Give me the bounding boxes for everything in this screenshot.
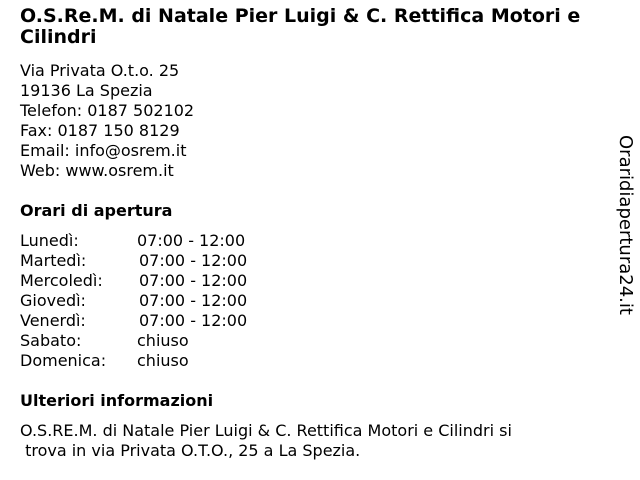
address-city: 19136 La Spezia bbox=[20, 81, 153, 100]
site-watermark-label: Oraridiapertura24.it bbox=[615, 135, 636, 315]
hours-row-wednesday bbox=[20, 271, 610, 291]
business-title: O.S.Re.M. di Natale Pier Luigi & C. Rettifica Motori e Cilindri bbox=[20, 5, 581, 48]
day-hours: 07:00 - 12:00 bbox=[139, 251, 248, 270]
day-label: Sabato: bbox=[20, 331, 82, 350]
more-info-line: O.S.RE.M. di Natale Pier Luigi & C. Rettifica Motori e Cilindri si bbox=[20, 421, 512, 440]
day-hours: 07:00 - 12:00 bbox=[139, 271, 248, 290]
day-label: Martedì: bbox=[20, 251, 87, 270]
day-hours: chiuso bbox=[137, 331, 189, 350]
day-label: Mercoledì: bbox=[20, 271, 103, 290]
phone-line: Telefon: 0187 502102 bbox=[20, 101, 195, 120]
day-label: Domenica: bbox=[20, 351, 107, 370]
day-hours: 07:00 - 12:00 bbox=[137, 231, 246, 250]
business-card bbox=[20, 6, 610, 461]
email-line[interactable]: Email: info@osrem.it bbox=[20, 141, 187, 160]
hours-row-sunday bbox=[20, 351, 610, 371]
day-hours: 07:00 - 12:00 bbox=[139, 291, 248, 310]
hours-row-friday bbox=[20, 311, 610, 331]
day-hours: 07:00 - 12:00 bbox=[139, 311, 248, 330]
web-line[interactable]: Web: www.osrem.it bbox=[20, 161, 174, 180]
day-hours: chiuso bbox=[137, 351, 189, 370]
more-info-text bbox=[20, 421, 610, 461]
more-info-line: trova in via Privata O.T.O., 25 a La Spezia. bbox=[20, 441, 361, 460]
day-label: Venerdì: bbox=[20, 311, 86, 330]
contact-block bbox=[20, 61, 610, 181]
fax-line: Fax: 0187 150 8129 bbox=[20, 121, 180, 140]
day-label: Lunedì: bbox=[20, 231, 79, 250]
hours-row-tuesday bbox=[20, 251, 610, 271]
day-label: Giovedì: bbox=[20, 291, 86, 310]
hours-row-monday bbox=[20, 231, 610, 251]
opening-hours-heading: Orari di apertura bbox=[20, 201, 173, 220]
hours-row-saturday bbox=[20, 331, 610, 351]
opening-hours-table bbox=[20, 231, 610, 371]
address-street: Via Privata O.t.o. 25 bbox=[20, 61, 180, 80]
hours-row-thursday bbox=[20, 291, 610, 311]
more-info-heading: Ulteriori informazioni bbox=[20, 391, 214, 410]
